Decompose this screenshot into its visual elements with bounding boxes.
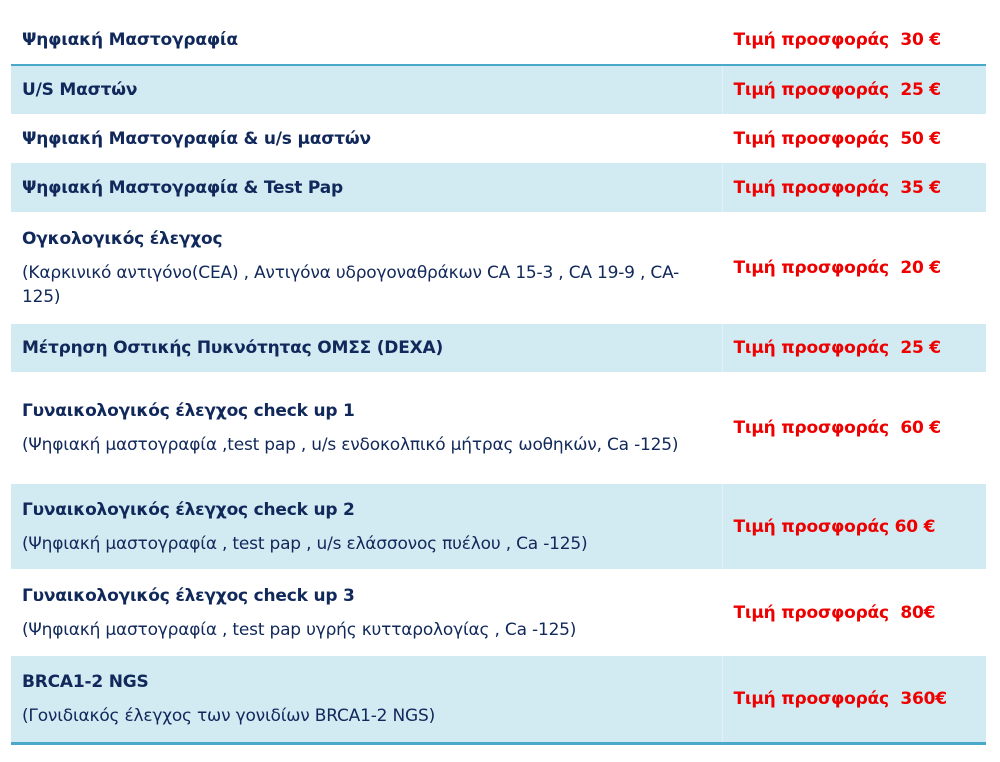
offer-price: Τιμή προσφοράς 80€ — [733, 602, 936, 623]
service-cell — [11, 484, 722, 569]
service-cell — [11, 65, 722, 114]
price-cell — [722, 324, 986, 372]
service-cell — [11, 163, 722, 212]
service-description: (Γονιδιακός έλεγχος των γονιδίων BRCA1-2 NGS) — [22, 705, 435, 726]
offer-price: Τιμή προσφοράς 60 € — [733, 516, 936, 537]
price-cell — [722, 656, 986, 743]
table-row — [11, 656, 986, 743]
price-cell — [722, 114, 986, 163]
price-cell — [722, 163, 986, 212]
service-cell — [11, 15, 722, 65]
table-row — [11, 163, 986, 212]
service-cell — [11, 569, 722, 656]
price-cell — [722, 372, 986, 484]
service-title: Γυναικολογικός έλεγχος check up 1 — [22, 401, 355, 421]
price-cell — [722, 15, 986, 65]
offer-price: Τιμή προσφοράς 30 € — [733, 29, 941, 50]
service-title: Ψηφιακή Μαστογραφία & u/s μαστών — [22, 128, 371, 149]
offer-price: Τιμή προσφοράς 20 € — [733, 258, 941, 278]
service-description: (Ψηφιακή μαστογραφία , test pap , u/s ελάσσονος πυέλου , Ca -125) — [22, 533, 588, 554]
price-cell — [722, 65, 986, 114]
offer-price: Τιμή προσφοράς 35 € — [733, 177, 941, 198]
table-row — [11, 114, 986, 163]
service-description: (Ψηφιακή μαστογραφία ,test pap , u/s ενδοκολπικό μήτρας ωοθηκών, Ca -125) — [22, 435, 679, 455]
offer-price: Τιμή προσφοράς 50 € — [733, 128, 941, 149]
service-cell — [11, 212, 722, 324]
table-row — [11, 324, 986, 372]
service-description: (Καρκινικό αντιγόνο(CEA) , Αντιγόνα υδρογοναθράκων CA 15-3 , CA 19-9 , CA-125) — [22, 263, 680, 307]
offer-price: Τιμή προσφοράς 25 € — [733, 80, 941, 100]
service-title: U/S Μαστών — [22, 80, 138, 100]
service-cell — [11, 324, 722, 372]
service-title: Γυναικολογικός έλεγχος check up 3 — [22, 585, 355, 606]
price-cell — [722, 212, 986, 324]
table-row — [11, 484, 986, 569]
table-row — [11, 569, 986, 656]
price-cell — [722, 484, 986, 569]
service-title: Γυναικολογικός έλεγχος check up 2 — [22, 499, 355, 520]
service-title: Ψηφιακή Μαστογραφία & Test Pap — [22, 177, 343, 198]
service-title: Μέτρηση Οστικής Πυκνότητας ΟΜΣΣ (DEXA) — [22, 338, 444, 358]
service-description: (Ψηφιακή μαστογραφία , test pap υγρής κυτταρολογίας , Ca -125) — [22, 619, 577, 640]
price-cell — [722, 569, 986, 656]
service-cell — [11, 114, 722, 163]
table-row — [11, 212, 986, 324]
service-title: Ογκολογικός έλεγχος — [22, 229, 223, 249]
offer-price: Τιμή προσφοράς 25 € — [733, 338, 941, 358]
service-cell — [11, 656, 722, 743]
price-list-table — [11, 15, 986, 745]
service-title: BRCA1-2 NGS — [22, 671, 149, 692]
table-row — [11, 372, 986, 484]
table-row — [11, 65, 986, 114]
table-row — [11, 15, 986, 65]
service-cell — [11, 372, 722, 484]
offer-price: Τιμή προσφοράς 360€ — [733, 688, 947, 709]
service-title: Ψηφιακή Μαστογραφία — [22, 29, 238, 50]
offer-price: Τιμή προσφοράς 60 € — [733, 418, 941, 438]
